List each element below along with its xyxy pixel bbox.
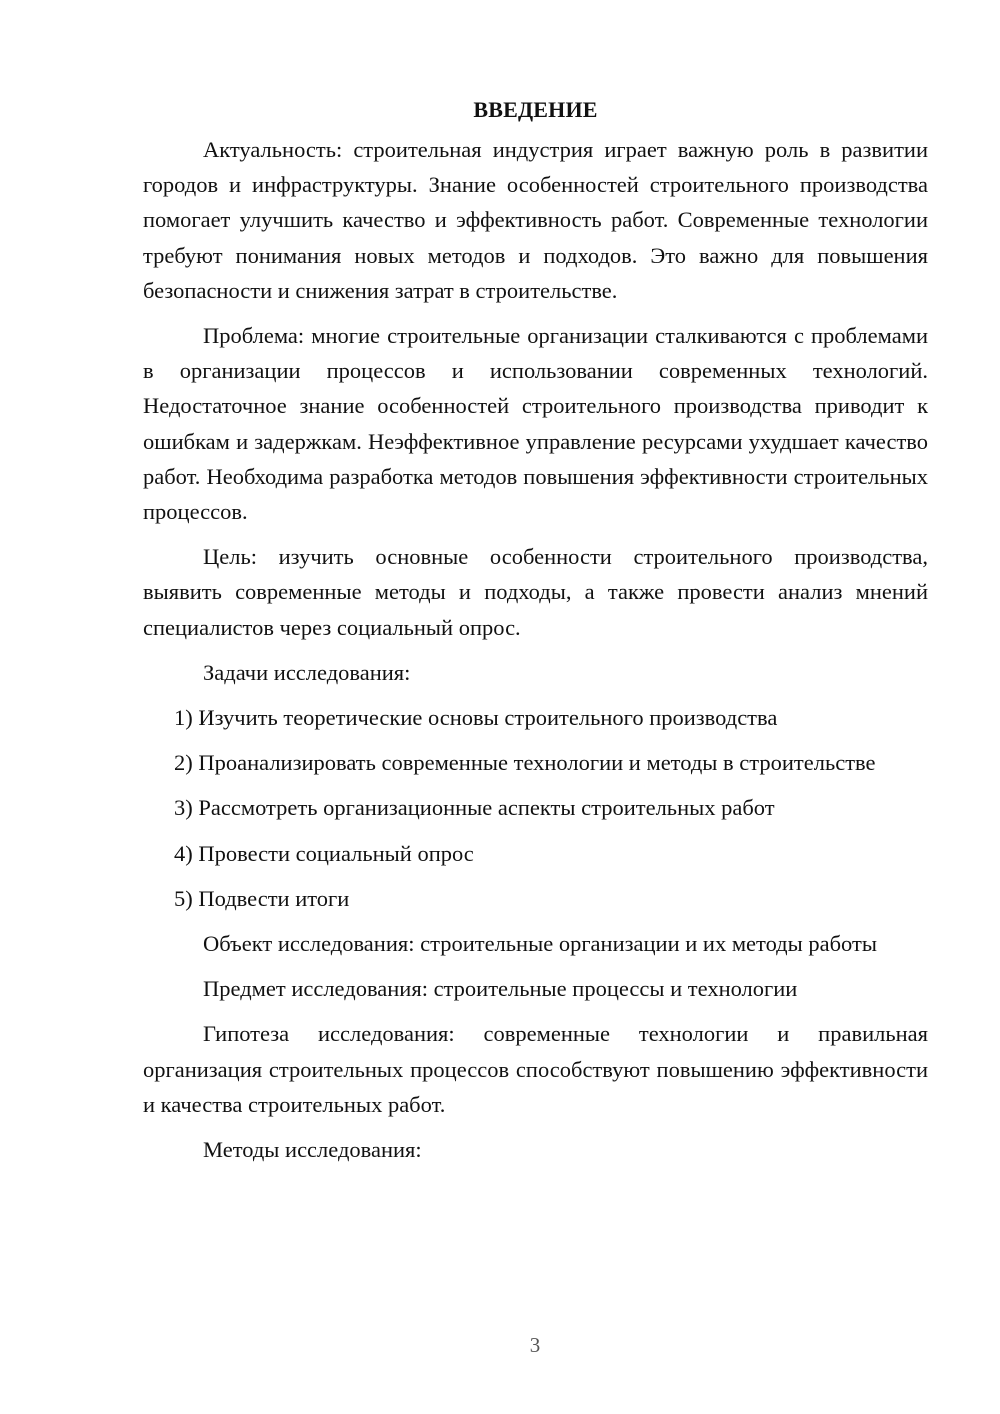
document-page: [143, 92, 928, 1167]
hypothesis-paragraph: Гипотеза исследования: современные технологии и правильная организация строительных процессов способствуют повышению эффективности и качества строительных работ.: [143, 1021, 928, 1117]
page-number: 3: [529, 1333, 541, 1357]
task-item: 1) Изучить теоретические основы строительного производства: [174, 705, 778, 731]
tasks-heading: Задачи исследования:: [203, 659, 411, 685]
task-item: 3) Рассмотреть организационные аспекты строительных работ: [174, 795, 775, 821]
relevance-paragraph: Актуальность: строительная индустрия играет важную роль в развитии городов и инфраструктуры. Знание особенностей строительного производства помогает улучшить качество и эффективность работ. Современные технологии требуют понимания новых методов и подходов. Это важно для повышения безопасности и снижения затрат в строительстве.: [143, 137, 928, 303]
problem-paragraph: Проблема: многие строительные организации сталкиваются с проблемами в организации процессов и использовании современных технологий. Недостаточное знание особенностей строительного производства приводит к ошибкам и задержкам. Неэффективное управление ресурсами ухудшает качество работ. Необходима разработка методов повышения эффективности строительных процессов.: [143, 323, 928, 525]
subject-paragraph: Предмет исследования: строительные процессы и технологии: [203, 976, 798, 1002]
section-heading: ВВЕДЕНИЕ: [473, 97, 598, 122]
goal-paragraph: Цель: изучить основные особенности строительного производства, выявить современные методы и подходы, а также провести анализ мнений специалистов через социальный опрос.: [143, 544, 928, 640]
task-item: 5) Подвести итоги: [174, 885, 350, 911]
task-item: 4) Провести социальный опрос: [174, 840, 474, 866]
methods-heading: Методы исследования:: [203, 1137, 422, 1163]
task-item: 2) Проанализировать современные технологии и методы в строительстве: [174, 750, 876, 776]
object-paragraph: Объект исследования: строительные организации и их методы работы: [203, 931, 877, 957]
